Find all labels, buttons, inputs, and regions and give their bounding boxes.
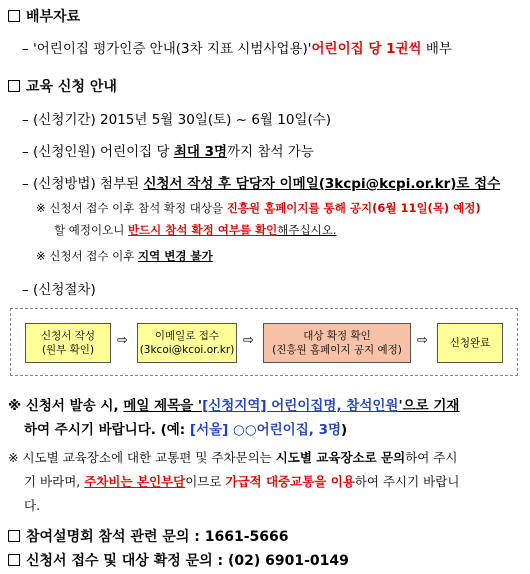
- checkbox-square-icon: [8, 80, 20, 92]
- note-mail-title: ※ 신청서 발송 시, 메일 제목을 '[신청지역] 어린이집명, 참석인원'으로 기재: [8, 398, 460, 414]
- people-line: – (신청인원) 어린이집 당 최대 3명까지 참석 가능: [22, 144, 314, 160]
- step-complete: [437, 323, 503, 363]
- procedure-flow: [10, 308, 518, 376]
- note-mail-example: 하여 주시기 바랍니다. (예: [서울] ○○어린이집, 3명): [24, 422, 348, 438]
- note-confirm-2: 할 예정이오니 반드시 참석 확정 여부를 확인해주십시오.: [54, 223, 337, 237]
- step-sub: (3kcoi@kcoi.or.kr): [139, 344, 235, 356]
- method-line: – (신청방법) 첨부된 신청서 작성 후 담당자 이메일(3kcpi@kcpi.or.kr)로 접수: [22, 176, 501, 192]
- step-write: [25, 323, 111, 363]
- step-label: 신청서 작성: [40, 330, 96, 342]
- contact-seminar: 참여설명회 참석 관련 문의 : 1661-5666: [8, 526, 288, 546]
- checkbox-square-icon: [8, 554, 20, 566]
- arrow-right-icon: ⇨: [417, 333, 428, 348]
- note-region: ※ 신청서 접수 이후 지역 변경 불가: [36, 249, 213, 263]
- step-label: 이메일로 접수: [154, 330, 220, 342]
- contact-application: 신청서 접수 및 대상 확정 문의 : (02) 6901-0149: [8, 550, 349, 570]
- period-line: – (신청기간) 2015년 5월 30일(토) ~ 6월 10일(수): [22, 112, 332, 128]
- note-parking: ※ 시도별 교육장소에 대한 교통편 및 주차문의는 시도별 교육장소로 문의하여 주시: [8, 450, 458, 465]
- checkbox-square-icon: [8, 10, 20, 22]
- note-parking-3: 다.: [24, 498, 41, 513]
- step-sub: (진흥원 홈페이지 공지 예정): [272, 344, 402, 356]
- checkbox-square-icon: [8, 530, 20, 542]
- procedure-line: – (신청절차): [22, 282, 96, 298]
- arrow-right-icon: ⇨: [117, 333, 128, 348]
- step-sub: (원부 확인): [41, 344, 95, 356]
- note-parking-2: 기 바라며, 주차비는 본인부담이므로 가급적 대중교통을 이용하여 주시기 바랍니: [24, 474, 460, 489]
- guide-heading: 교육 신청 안내: [8, 76, 117, 96]
- step-email: [137, 323, 237, 363]
- arrow-right-icon: ⇨: [243, 333, 254, 348]
- step-label: 대상 확정 확인: [303, 330, 371, 342]
- attachment-heading: 배부자료: [8, 6, 80, 26]
- step-confirm: [263, 323, 411, 363]
- note-confirm: ※ 신청서 접수 이후 참석 확정 대상을 진흥원 홈페이지를 통해 공지(6월 11일(목) 예정): [36, 201, 481, 215]
- attachment-line: – '어린이집 평가인증 안내(3차 지표 시범사업용)'어린이집 당 1권씩 배부: [22, 41, 452, 57]
- step-label: 신청완료: [449, 337, 491, 349]
